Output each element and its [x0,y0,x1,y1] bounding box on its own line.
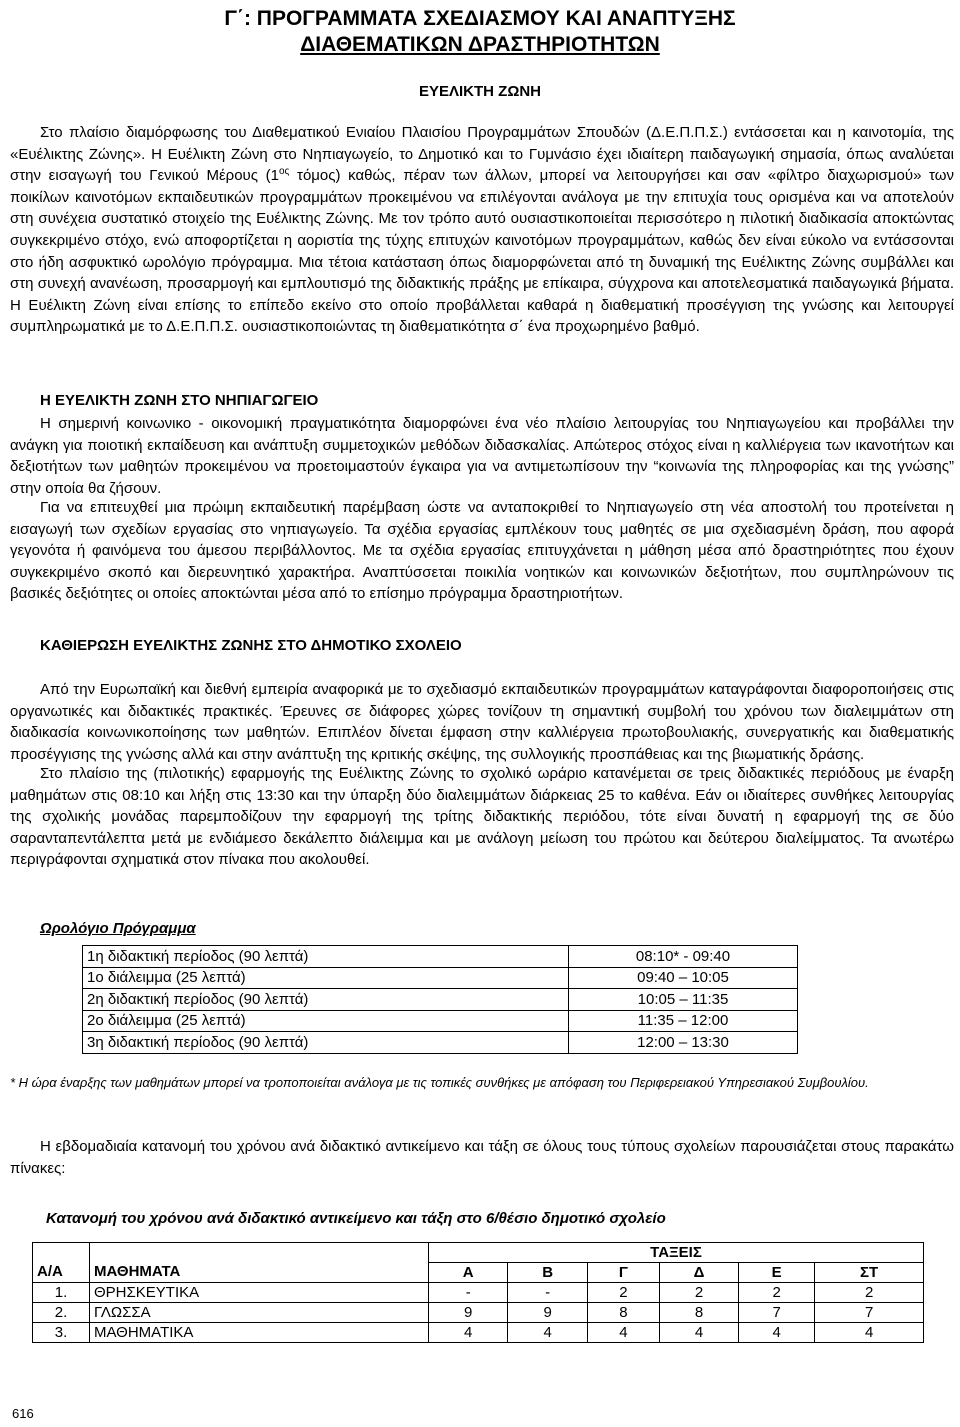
row-number: 2. [33,1303,90,1323]
schedule-time: 08:10* - 09:40 [569,946,798,968]
row-value: 8 [587,1303,659,1323]
section-title: ΕΥΕΛΙΚΤΗ ΖΩΝΗ [418,83,542,100]
title-line-2: ΔΙΑΘΕΜΑΤΙΚΩΝ ΔΡΑΣΤΗΡΙΟΤΗΤΩΝ [300,33,660,56]
row-value: 4 [508,1323,587,1343]
col-header-class: Ε [739,1263,815,1283]
col-header-class: ΣΤ [815,1263,924,1283]
table-header-row [33,1263,924,1283]
row-number: 3. [33,1323,90,1343]
row-value: 2 [815,1283,924,1303]
schedule-time: 10:05 – 11:35 [569,989,798,1011]
row-subject: ΓΛΩΣΣΑ [90,1303,429,1323]
col-header-class: Γ [587,1263,659,1283]
schedule-period: 2ο διάλειμμα (25 λεπτά) [83,1010,569,1032]
row-value: - [429,1283,508,1303]
schedule-time: 11:35 – 12:00 [569,1010,798,1032]
table-row [33,1323,924,1343]
row-value: 9 [429,1303,508,1323]
col-header-class: Β [508,1263,587,1283]
row-value: 4 [429,1323,508,1343]
row-value: 4 [815,1323,924,1343]
schedule-period: 1η διδακτική περίοδος (90 λεπτά) [83,946,569,968]
row-subject: ΜΑΘΗΜΑΤΙΚΑ [90,1323,429,1343]
table-row [83,967,798,989]
schedule-period: 1ο διάλειμμα (25 λεπτά) [83,967,569,989]
table-row [83,1032,798,1054]
row-value: 2 [739,1283,815,1303]
intro-text: Στο πλαίσιο διαμόρφωσης του Διαθεματικού Ενιαίου Πλαισίου Προγραμμάτων Σπουδών (Δ.Ε.Π.Π.Σ.) εντάσσεται και η καινοτομία, της «Ευέλικτης Ζώνης». Η Ευέλικτη Ζώνη στο Νηπιαγωγείο, το Δημοτικό και το Γυμνάσιο έχει ιδιαίτερη παιδαγωγική σημασία, όπως αναλύεται στην εισαγωγή του Γενικού Μέρους (1 [10,124,954,185]
header-cell-empty [90,1243,429,1263]
table-row [83,946,798,968]
intro-text-after: τόμος) καθώς, πέραν των άλλων, μπορεί να λειτουργήσει και σαν «φίλτρο διαχωρισμού» των ποικίλων καινοτόμων εκπαιδευτικών προγραμμάτων προκειμένου να επιλέγονται ανάλογα με την επιτυχία τους ορισμένα και να αποτελούν στη συνέχεια συστατικό στοιχείο της Ευέλικτης Ζώνης. Με τον τρόπο αυτό ουσιαστικοποιείται περισσότερο η πιλοτική διαδικασία αποκτώντας συγκεκριμένο στόχο, ενώ αποφορτίζεται η αοριστία της τύχης επιτυχών καινοτόμων προγραμμάτων, καθώς δεν είναι εύκολο να εντάσσονται στο ήδη ασφυκτικό ωρολόγιο πρόγραμμα. Μια τέτοια κατάσταση όπως διαμορφώνεται από τη δυναμική της Ευέλικτης Ζώνης συμβάλλει και στη συνεχή ανανέωση, προσαρμογή και εμπλουτισμό της διδακτικής πράξης με επίκαιρα, σύγχρονα και αποτελεσματικά παιδαγωγικά βήματα. Η Ευέλικτη Ζώνη είναι επίσης το επίπεδο εκείνο στο οποίο προβάλλεται καθαρά η διαθεματική προσέγγιση της γνώσης και λειτουργεί συμπληρωματικά με το Δ.Ε.Π.Π.Σ. ουσιαστικοποιώντας τη διαθεματικότητα σ΄ ένα προχωρημένο βαθμό. [10,167,954,336]
col-header-no: Α/Α [33,1263,90,1283]
primary-heading: ΚΑΘΙΕΡΩΣΗ ΕΥΕΛΙΚΤΗΣ ΖΩΝΗΣ ΣΤΟ ΔΗΜΟΤΙΚΟ ΣΧΟΛΕΙΟ [40,637,462,654]
row-value: 4 [587,1323,659,1343]
row-value: - [508,1283,587,1303]
table-header-row [33,1243,924,1263]
schedule-title: Ωρολόγιο Πρόγραμμα [40,920,196,937]
schedule-period: 2η διδακτική περίοδος (90 λεπτά) [83,989,569,1011]
title-line-1: Γ΄: ΠΡΟΓΡΑΜΜΑΤΑ ΣΧΕΔΙΑΣΜΟΥ ΚΑΙ ΑΝΑΠΤΥΞΗΣ [224,7,736,30]
schedule-period: 3η διδακτική περίοδος (90 λεπτά) [83,1032,569,1054]
row-value: 7 [815,1303,924,1323]
allocation-table [32,1242,924,1343]
schedule-footnote: * Η ώρα έναρξης των μαθημάτων μπορεί να τροποποιείται ανάλογα με τις τοπικές συνθήκες με απόφαση του Περιφερειακού Υπηρεσιακού Συμβουλίου. [10,1075,869,1090]
table-row [83,989,798,1011]
col-header-class: Δ [659,1263,738,1283]
col-header-class: Α [429,1263,508,1283]
intro-superscript: ος [278,166,290,178]
row-value: 4 [739,1323,815,1343]
row-number: 1. [33,1283,90,1303]
classes-group-header: ΤΑΞΕΙΣ [429,1243,924,1263]
allocation-caption: Κατανομή του χρόνου ανά διδακτικό αντικείμενο και τάξη στο 6/θέσιο δημοτικό σχολείο [46,1210,666,1227]
page-title [40,6,920,58]
primary-paragraph-2: Στο πλαίσιο της (πιλοτικής) εφαρμογής της Ευέλικτης Ζώνης το σχολικό ωράριο κατανέμεται σε τρεις διδακτικές περιόδους με έναρξη μαθημάτων στις 08:10 και λήξη στις 13:30 και την ύπαρξη δύο διαλειμμάτων διάρκειας 25 το καθένα. Εάν οι ιδιαίτερες συνθήκες λειτουργίας της σχολικής μονάδας παρεμποδίζουν την εφαρμογή της τρίτης διδακτικής περιόδου, τότε είναι δυνατή η εφαρμογή της σε δύο σαρανταπεντάλεπτα μετά με ενδιάμεσο δεκάλεπτο διάλειμμα και με ανάλογη μείωση του πρώτου και δεύτερου διαλείμματος. Τα ανωτέρω περιγράφονται σχηματικά στον πίνακα που ακολουθεί. [10,765,954,869]
schedule-time: 09:40 – 10:05 [569,967,798,989]
schedule-table [82,945,798,1054]
row-value: 8 [659,1303,738,1323]
intro-paragraph [10,122,954,338]
schedule-time: 12:00 – 13:30 [569,1032,798,1054]
kindergarten-paragraph-1: Η σημερινή κοινωνικο - οικονομική πραγματικότητα διαμορφώνει ένα νέο πλαίσιο λειτουργίας του Νηπιαγωγείου και προβάλλει την ανάγκη για ποιοτική εκπαίδευση και ανάπτυξη συμμετοχικών μεθόδων διδασκαλίας. Απώτερος στόχος είναι η καλλιέργεια των ικανοτήτων και δεξιοτήτων των μαθητών προκειμένου να προετοιμαστούν έγκαιρα για να αντιμετωπίσουν την “κοινωνία της πληροφορίας και της γνώσης” στην οποία θα ζήσουν. [10,415,954,497]
table-row [33,1303,924,1323]
row-value: 2 [587,1283,659,1303]
row-value: 2 [659,1283,738,1303]
row-value: 9 [508,1303,587,1323]
kindergarten-heading: Η ΕΥΕΛΙΚΤΗ ΖΩΝΗ ΣΤΟ ΝΗΠΙΑΓΩΓΕΙΟ [40,392,319,409]
page-number: 616 [12,1406,34,1421]
kindergarten-paragraph-2: Για να επιτευχθεί μια πρώιμη εκπαιδευτική παρέμβαση ώστε να ανταποκριθεί το Νηπιαγωγείο στη νέα αποστολή του προτείνεται η εισαγωγή των σχεδίων εργασίας στο νηπιαγωγείο. Τα σχέδια εργασίας εμπλέκουν τους μαθητές σε μια σχεδιασμένη δράση, που αφορά γεγονότα ή φαινόμενα του άμεσου περιβάλλοντος. Με τα σχέδια εργασίας επιτυγχάνεται η μάθηση μέσα από δραστηριότητες που έχουν συγκεκριμένο σκοπό και διερευνητικό χαρακτήρα. Αναπτύσσεται ποικιλία νοητικών και κοινωνικών δεξιοτήτων, που συμπληρώνουν τις βασικές δεξιότητες οι οποίες αποκτώνται μέσα από το επίσημο πρόγραμμα δραστηριοτήτων. [10,499,954,603]
row-value: 7 [739,1303,815,1323]
primary-paragraph-1: Από την Ευρωπαϊκή και διεθνή εμπειρία αναφορικά με το σχεδιασμό εκπαιδευτικών προγραμμάτων καταγράφονται διαφοροποιήσεις στις οργανωτικές και διδακτικές πρακτικές. Έρευνες σε διάφορες χώρες τονίζουν τη σημαντική συμβολή του χρόνου των διαλειμμάτων στη διαδικασία κοινωνικοποίησης των μαθητών. Επιπλέον δίνεται έμφαση στην καλλιέργεια πρωτοβουλιακής, συνεργατικής και διαθεματικής προσέγγισης της γνώσης αλλά και στην ανάπτυξη της κριτικής σκέψης, της συλλογικής προσπάθειας και της βιωματικής δράσης. [10,681,954,763]
row-subject: ΘΡΗΣΚΕΥΤΙΚΑ [90,1283,429,1303]
col-header-subject: ΜΑΘΗΜΑΤΑ [90,1263,429,1283]
table-row [33,1283,924,1303]
weekly-paragraph: Η εβδομαδιαία κατανομή του χρόνου ανά διδακτικό αντικείμενο και τάξη σε όλους τους τύπους σχολείων παρουσιάζεται στους παρακάτω πίνακες: [10,1138,954,1177]
header-cell-empty [33,1243,90,1263]
row-value: 4 [659,1323,738,1343]
table-row [83,1010,798,1032]
